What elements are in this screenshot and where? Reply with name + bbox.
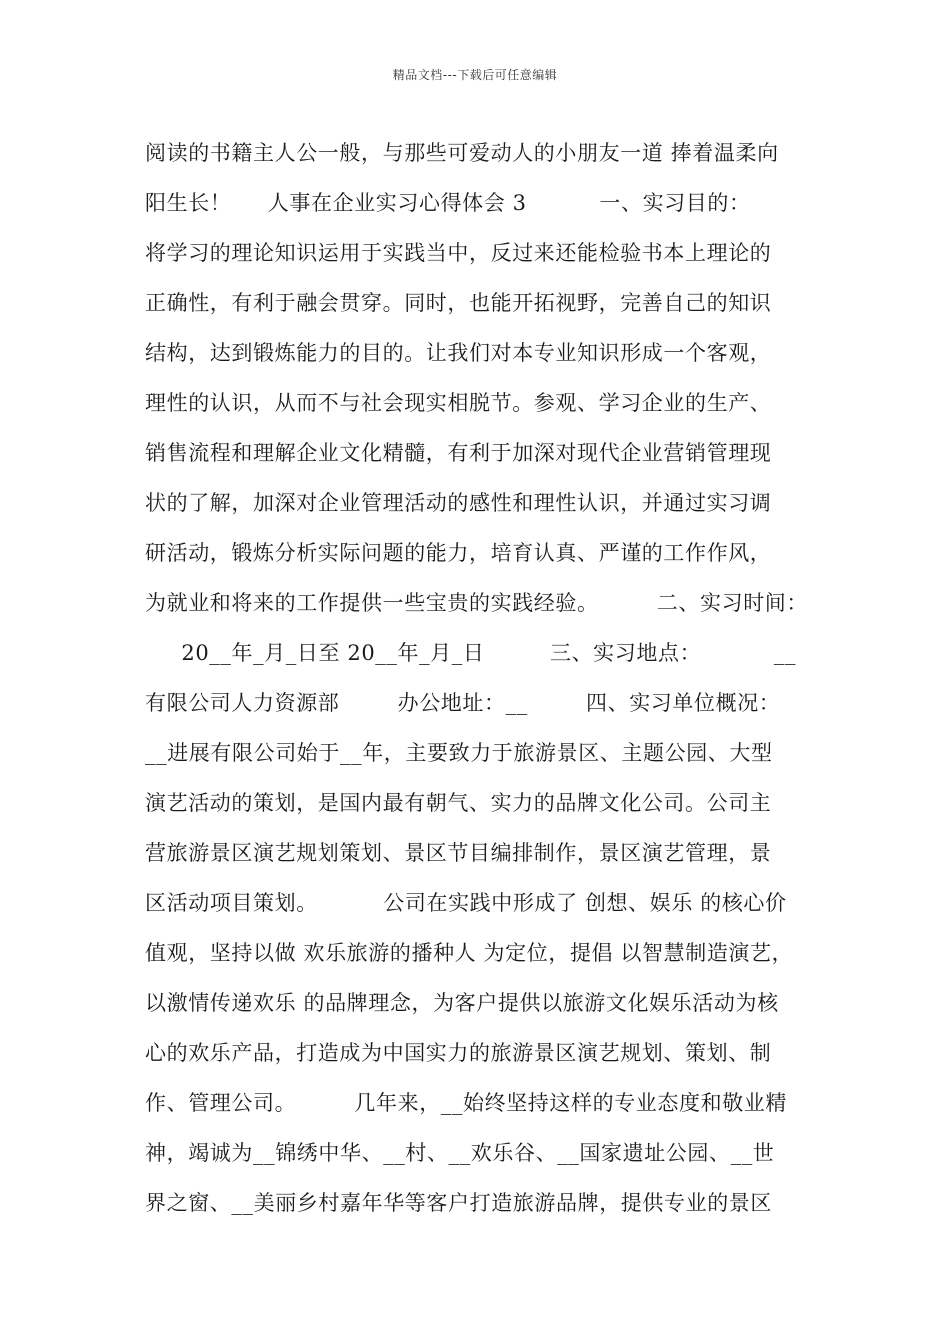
text-line: __进展有限公司始于__年，主要致力于旅游景区、主题公园、大型 — [145, 741, 773, 765]
text-line: 区活动项目策划。 公司在实践中形成了 创想、娱乐 的核心价 — [145, 891, 787, 915]
text-line: 销售流程和理解企业文化精髓，有利于加深对现代企业营销管理现 — [145, 441, 772, 465]
text-line: 值观，坚持以做 欢乐旅游的播种人 为定位，提倡 以智慧制造演艺， — [145, 941, 794, 965]
text-line: 界之窗、__美丽乡村嘉年华等客户打造旅游品牌，提供专业的景区 — [145, 1191, 772, 1215]
text-line: 心的欢乐产品，打造成为中国实力的旅游景区演艺规划、策划、制 — [145, 1041, 772, 1065]
text-line: 营旅游景区演艺规划策划、景区节目编排制作，景区演艺管理，景 — [145, 841, 772, 865]
text-line: 正确性，有利于融会贯穿。同时，也能开拓视野，完善自己的知识 — [145, 291, 772, 315]
text-line: 将学习的理论知识运用于实践当中，反过来还能检验书本上理论的 — [145, 241, 772, 265]
document-body — [145, 133, 825, 1233]
page-header: 精品文档---下载后可任意编辑 — [392, 68, 558, 82]
text-line: 以激情传递欢乐 的品牌理念，为客户提供以旅游文化娱乐活动为核 — [145, 991, 779, 1015]
text-line: 理性的认识，从而不与社会现实相脱节。参观、学习企业的生产、 — [145, 391, 772, 415]
text-line: 阅读的书籍主人公一般，与那些可爱动人的小朋友一道 捧着温柔向 — [145, 141, 779, 165]
text-line: 有限公司人力资源部 办公地址：__ 四、实习单位概况： — [145, 691, 781, 715]
text-line: 作、管理公司。 几年来，__始终坚持这样的专业态度和敬业精 — [145, 1091, 787, 1115]
text-line: 状的了解，加深对企业管理活动的感性和理性认识，并通过实习调 — [145, 491, 772, 515]
text-line: 阳生长！ 人事在企业实习心得体会 3 一、实习目的： — [145, 191, 751, 215]
text-line: 神，竭诚为__锦绣中华、__村、__欢乐谷、__国家遗址公园、__世 — [145, 1141, 775, 1165]
text-line: 为就业和将来的工作提供一些宝贵的实践经验。 二、实习时间： — [145, 591, 808, 615]
text-line: 20__年_月_日至 20__年_月_日 三、实习地点： __ — [145, 641, 797, 665]
text-line: 结构，达到锻炼能力的目的。让我们对本专业知识形成一个客观， — [145, 341, 772, 365]
text-line: 研活动，锻炼分析实际问题的能力，培育认真、严谨的工作作风， — [145, 541, 772, 565]
text-line: 演艺活动的策划，是国内最有朝气、实力的品牌文化公司。公司主 — [145, 791, 772, 815]
